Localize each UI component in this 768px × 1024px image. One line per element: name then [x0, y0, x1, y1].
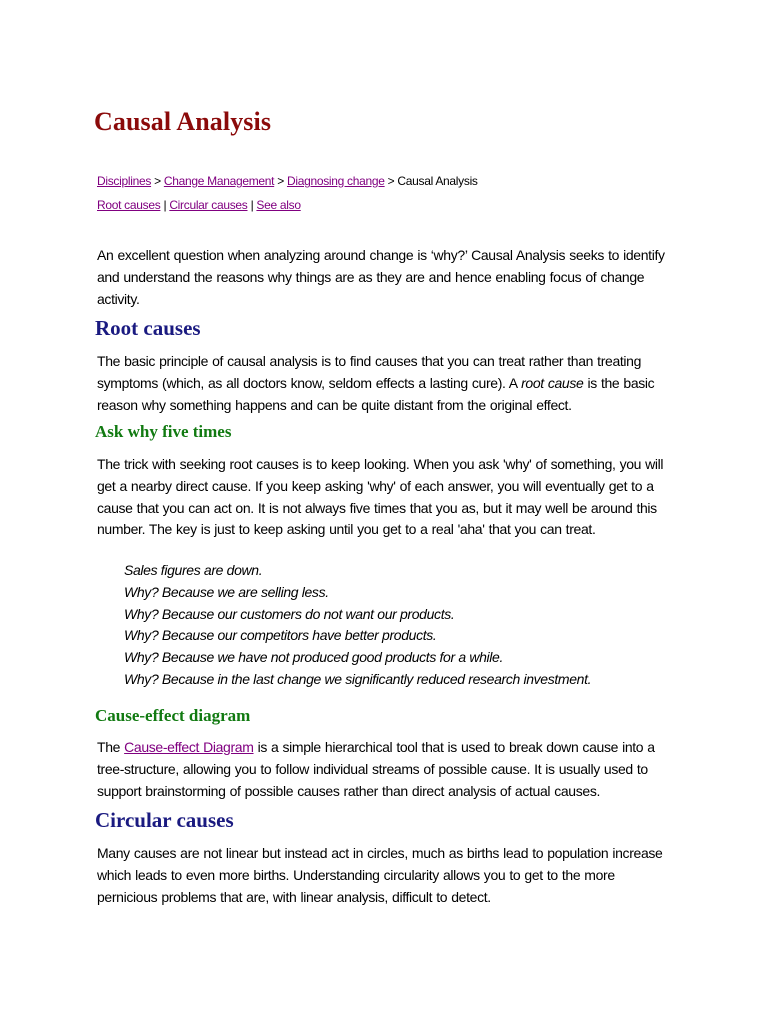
breadcrumb-link-change-management[interactable]: Change Management [163, 174, 275, 188]
root-causes-paragraph [97, 351, 677, 416]
breadcrumb-separator: > [387, 174, 398, 188]
cause-effect-paragraph [97, 737, 677, 802]
heading-root-causes: Root causes [95, 316, 201, 340]
page-title: Causal Analysis [94, 107, 272, 136]
example-line: Why? Because we have not produced good products for a while. [124, 649, 504, 666]
heading-cause-effect-diagram: Cause-effect diagram [95, 706, 251, 725]
example-line: Why? Because in the last change we significantly reduced research investment. [124, 670, 592, 687]
example-line: Why? Because our competitors have better products. [124, 627, 437, 644]
jump-link-see-also[interactable]: See also [256, 198, 301, 212]
breadcrumb-separator: > [154, 174, 164, 188]
heading-circular-causes: Circular causes [95, 808, 234, 832]
five-whys-example [124, 560, 591, 691]
cause-effect-text-after: is a simple hierarchical tool that is used to break down cause into a tree-structure, allowing you to follow individual streams of possible cause. It is usually used to support brainstorming of possible causes rather than direct analysis of actual causes. [97, 739, 655, 799]
ask-why-paragraph: The trick with seeking root causes is to keep looking. When you ask 'why' of something, you will get a nearby direct cause. If you keep asking 'why' of each answer, you will eventually get to a cause that you can act on. It is not always five times that you as, but it may well be around this number. The key is just to keep asking until you get to a real 'aha' that you can treat. [97, 456, 664, 538]
circular-causes-paragraph: Many causes are not linear but instead act in circles, much as births lead to population increase which leads to even more births. Understanding circularity allows you to get to the more pernicious problems that are, with linear analysis, difficult to detect. [97, 845, 663, 905]
breadcrumb-link-diagnosing-change[interactable]: Diagnosing change [286, 174, 385, 188]
example-line: Why? Because we are selling less. [124, 583, 329, 600]
heading-ask-why-five-times: Ask why five times [95, 422, 232, 441]
section-jump-links [97, 197, 301, 213]
intro-paragraph: An excellent question when analyzing around change is ‘why?’ Causal Analysis seeks to identify and understand the reasons why things are as they are and hence enabling focus of change activity. [97, 247, 665, 307]
cause-effect-text-before: The [97, 739, 125, 755]
cause-effect-diagram-link[interactable]: Cause-effect Diagram [124, 739, 254, 755]
root-cause-term: root cause [521, 374, 584, 391]
jump-link-root-causes[interactable]: Root causes [97, 198, 161, 212]
breadcrumb-separator: > [277, 174, 287, 188]
example-line: Why? Because our customers do not want our products. [124, 605, 455, 622]
jump-link-circular-causes[interactable]: Circular causes [169, 198, 248, 212]
breadcrumb-link-disciplines[interactable]: Disciplines [97, 174, 152, 188]
jump-separator: | [250, 198, 257, 212]
example-line: Sales figures are down. [124, 562, 263, 578]
breadcrumb-current: Causal Analysis [397, 174, 478, 188]
jump-separator: | [163, 198, 170, 212]
root-causes-text-before: The basic principle of causal analysis is to find causes that you can treat rather than treating symptoms (which, as all doctors know, seldom effects a lasting cure). A [97, 353, 642, 391]
breadcrumb [97, 173, 478, 189]
root-causes-text-after: is the basic reason why something happens and can be quite distant from the original effect. [97, 374, 655, 413]
